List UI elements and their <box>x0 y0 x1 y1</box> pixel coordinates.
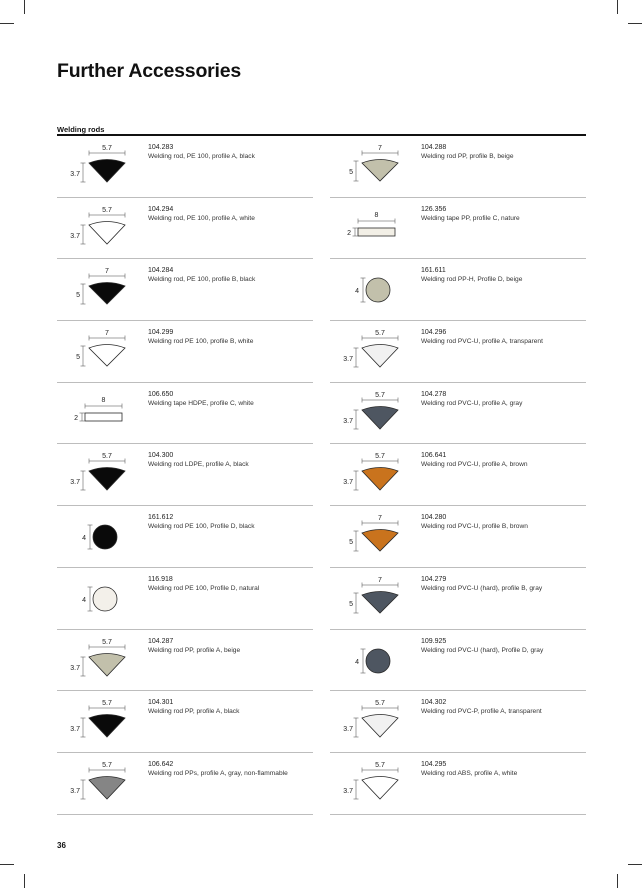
product-description: Welding rod PVC-U, profile A, brown <box>421 461 528 469</box>
dimension-label-width: 5.7 <box>102 700 112 708</box>
dimension-label-height: 3.7 <box>70 726 80 734</box>
profile-c-shape <box>85 413 122 421</box>
product-code: 104.278 <box>421 390 447 398</box>
product-row <box>57 753 313 815</box>
profile-drawing <box>57 753 147 813</box>
dimension-label-height: 3.7 <box>70 787 80 795</box>
profile-a-shape <box>362 406 398 429</box>
dimension-label-width: 5.7 <box>375 391 385 399</box>
product-code: 104.294 <box>148 205 174 213</box>
product-row <box>57 568 313 630</box>
profile-drawing <box>57 198 147 258</box>
dimension-label-width: 5.7 <box>102 638 112 646</box>
product-code: 126.356 <box>421 205 447 213</box>
product-description: Welding rod PVC-U, profile A, gray <box>421 399 523 407</box>
crop-mark <box>617 874 618 888</box>
dimension-label-height: 3.7 <box>343 417 353 425</box>
profile-d-shape <box>93 525 117 549</box>
profile-a-shape <box>362 345 398 368</box>
product-description: Welding rod PVC-U (hard), profile B, gray <box>421 584 543 592</box>
product-code: 106.650 <box>148 390 174 398</box>
product-code: 104.301 <box>148 699 174 707</box>
dimension-label-width: 5.7 <box>102 761 112 769</box>
product-row <box>57 691 313 753</box>
dimension-label-height: 2 <box>347 229 351 237</box>
product-description: Welding rod LDPE, profile A, black <box>148 461 249 469</box>
product-code: 104.284 <box>148 267 174 275</box>
product-code: 104.302 <box>421 699 447 707</box>
product-code: 161.611 <box>421 267 446 275</box>
product-row <box>57 383 313 445</box>
profile-a-shape <box>362 468 398 491</box>
product-code: 109.925 <box>421 637 447 645</box>
crop-mark <box>24 0 25 14</box>
dimension-label-diameter: 4 <box>355 658 359 666</box>
profile-drawing <box>57 568 147 628</box>
product-row <box>57 198 313 260</box>
dimension-label-height: 2 <box>74 414 78 422</box>
profile-drawing <box>57 630 147 690</box>
dimension-label-height: 3.7 <box>70 171 80 178</box>
profile-b-shape <box>362 591 398 613</box>
dimension-label-height: 5 <box>349 169 353 176</box>
product-description: Welding rod, PE 100, profile A, white <box>148 214 255 222</box>
section-label: Welding rods <box>57 125 105 134</box>
profile-b-shape <box>362 530 398 552</box>
crop-mark <box>0 23 14 24</box>
page-number: 36 <box>57 841 66 850</box>
profile-drawing <box>57 506 147 566</box>
profile-a-shape <box>89 715 125 738</box>
profile-c-shape <box>358 228 395 236</box>
product-row <box>330 753 586 815</box>
product-code: 104.295 <box>421 760 447 768</box>
product-row <box>330 259 586 321</box>
dimension-label-width: 7 <box>105 268 109 276</box>
dimension-label-width: 7 <box>378 576 382 584</box>
product-row <box>57 506 313 568</box>
product-column-right <box>330 136 586 815</box>
product-code: 104.296 <box>421 329 447 337</box>
profile-a-shape <box>89 160 125 183</box>
profile-drawing <box>330 506 420 566</box>
product-code: 104.280 <box>421 514 447 522</box>
profile-drawing <box>57 444 147 504</box>
profile-a-shape <box>89 221 125 244</box>
product-row <box>330 506 586 568</box>
profile-drawing <box>330 753 420 813</box>
profile-drawing <box>330 691 420 751</box>
product-row <box>330 444 586 506</box>
profile-drawing <box>57 691 147 751</box>
product-code: 161.612 <box>148 514 174 522</box>
dimension-label-diameter: 4 <box>82 535 86 543</box>
dimension-label-height: 3.7 <box>343 787 353 795</box>
profile-drawing <box>330 630 420 690</box>
dimension-label-height: 3.7 <box>343 726 353 734</box>
profile-drawing <box>57 383 147 443</box>
product-row <box>330 198 586 260</box>
product-description: Welding tape HDPE, profile C, white <box>148 399 254 407</box>
profile-drawing <box>330 383 420 443</box>
dimension-label-width: 5.7 <box>102 453 112 461</box>
product-code: 106.642 <box>148 760 174 768</box>
dimension-label-height: 3.7 <box>343 479 353 487</box>
dimension-label-width: 5.7 <box>102 145 112 152</box>
dimension-label-width: 5.7 <box>375 453 385 461</box>
profile-b-shape <box>362 160 398 182</box>
product-description: Welding rod PE 100, Profile D, black <box>148 523 255 531</box>
product-description: Welding tape PP, profile C, nature <box>421 214 520 222</box>
dimension-label-height: 5 <box>349 600 353 608</box>
product-code: 104.299 <box>148 329 174 337</box>
dimension-label-width: 8 <box>101 396 106 404</box>
dimension-label-width: 5.7 <box>102 206 112 214</box>
profile-drawing <box>330 321 420 381</box>
product-code: 106.641 <box>421 452 447 460</box>
crop-mark <box>617 0 618 14</box>
profile-b-shape <box>89 345 125 367</box>
profile-d-shape <box>93 587 117 611</box>
product-code: 104.288 <box>421 144 447 151</box>
product-row <box>330 383 586 445</box>
profile-a-shape <box>89 653 125 676</box>
dimension-label-height: 3.7 <box>343 356 353 364</box>
dimension-label-diameter: 4 <box>82 596 86 604</box>
product-description: Welding rod PP-H, Profile D, beige <box>421 276 523 284</box>
profile-drawing <box>57 259 147 319</box>
product-description: Welding rod ABS, profile A, white <box>421 769 518 777</box>
product-description: Welding rod PP, profile A, beige <box>148 646 241 654</box>
product-code: 104.287 <box>148 637 174 645</box>
dimension-label-width: 5.7 <box>375 761 385 769</box>
profile-drawing <box>57 321 147 381</box>
profile-a-shape <box>89 776 125 799</box>
dimension-label-height: 5 <box>76 292 80 300</box>
product-row <box>57 630 313 692</box>
profile-drawing <box>330 568 420 628</box>
profile-drawing <box>330 136 420 196</box>
profile-d-shape <box>366 649 390 673</box>
product-row <box>57 259 313 321</box>
dimension-label-width: 8 <box>374 211 379 219</box>
product-description: Welding rod, PE 100, profile B, black <box>148 276 256 284</box>
product-description: Welding rod PP, profile B, beige <box>421 153 514 160</box>
product-row <box>330 630 586 692</box>
product-row <box>330 321 586 383</box>
product-code: 116.918 <box>148 575 173 583</box>
crop-mark <box>0 864 14 865</box>
product-code: 104.283 <box>148 144 174 151</box>
crop-mark <box>24 874 25 888</box>
product-description: Welding rod PE 100, profile B, white <box>148 338 254 346</box>
profile-drawing <box>57 136 147 196</box>
dimension-label-width: 7 <box>378 515 382 523</box>
page-title: Further Accessories <box>57 60 242 82</box>
profile-drawing <box>330 198 420 258</box>
product-description: Welding rod PVC-U, profile A, transparent <box>421 338 543 346</box>
profile-a-shape <box>362 776 398 799</box>
product-code: 104.300 <box>148 452 174 460</box>
product-column-left <box>57 136 313 815</box>
profile-d-shape <box>366 278 390 302</box>
product-code: 104.279 <box>421 575 447 583</box>
dimension-label-height: 3.7 <box>70 664 80 672</box>
dimension-label-height: 3.7 <box>70 479 80 487</box>
product-row <box>330 691 586 753</box>
dimension-label-width: 5.7 <box>375 330 385 338</box>
profile-a-shape <box>89 468 125 491</box>
product-row <box>57 444 313 506</box>
dimension-label-width: 7 <box>378 145 382 152</box>
profile-a-shape <box>362 715 398 738</box>
dimension-label-diameter: 4 <box>355 288 359 296</box>
dimension-label-height: 3.7 <box>70 232 80 240</box>
product-row <box>57 321 313 383</box>
product-description: Welding rod, PE 100, profile A, black <box>148 153 255 160</box>
product-description: Welding rod PVC-U, profile B, brown <box>421 523 528 531</box>
product-row <box>330 136 586 198</box>
crop-mark <box>628 23 642 24</box>
crop-mark <box>628 864 642 865</box>
product-row <box>57 136 313 198</box>
profile-b-shape <box>89 283 125 305</box>
dimension-label-width: 5.7 <box>375 700 385 708</box>
dimension-label-width: 7 <box>105 330 109 338</box>
profile-drawing <box>330 259 420 319</box>
product-description: Welding rod PVC-P, profile A, transparent <box>421 708 542 716</box>
dimension-label-height: 5 <box>76 354 80 362</box>
product-row <box>330 568 586 630</box>
product-description: Welding rod PVC-U (hard), Profile D, gray <box>421 646 544 654</box>
product-description: Welding rod PE 100, Profile D, natural <box>148 584 260 592</box>
dimension-label-height: 5 <box>349 539 353 547</box>
profile-drawing <box>330 444 420 504</box>
product-description: Welding rod PPs, profile A, gray, non-flammable <box>148 769 288 777</box>
product-description: Welding rod PP, profile A, black <box>148 708 240 716</box>
